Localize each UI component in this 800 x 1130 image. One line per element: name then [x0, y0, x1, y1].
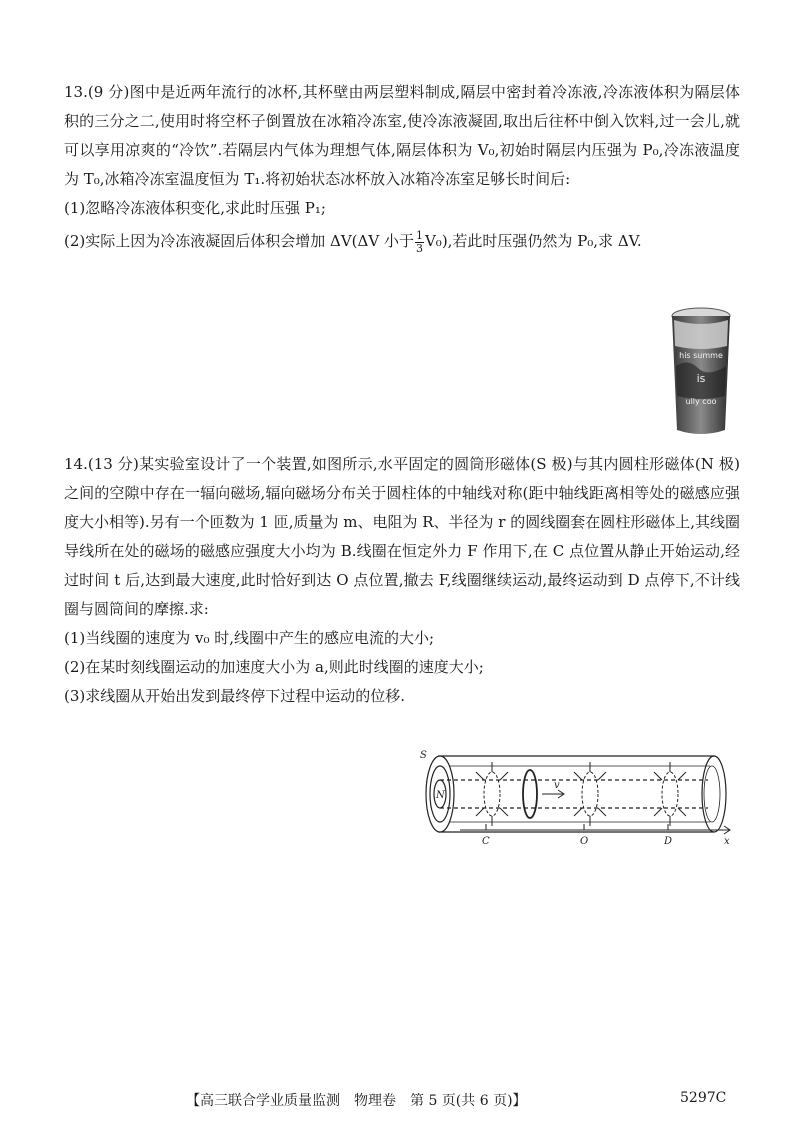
paper-code: 5297C [680, 1090, 727, 1106]
fraction-numerator: 1 [415, 228, 423, 242]
magnet-coil-diagram [418, 748, 738, 848]
page-footer: 【高三联合学业质量监测 物理卷 第 5 页(共 6 页)】 [186, 1093, 527, 1109]
question-13 [64, 78, 740, 256]
q14-stem: 14.(13 分)某实验室设计了一个装置,如图所示,水平固定的圆筒形磁体(S 极)与其内圆柱形磁体(N 极)之间的空隙中存在一辐向磁场,辐向磁场分布关于圆柱体的中轴线对称(距中轴线距离相等处的磁感应强度大小相等).另有一个匝数为 1 匝,质量为 m、电阻为 R、半径为 r 的圆线圈套在圆柱形磁体上,其线圈导线所在处的磁场的磁感应强度大小均为 B.线圈在恒定外力 F 作用下,在 C 点位置从静止开始运动,经过时间 t 后,达到最大速度,此时恰好到达 O 点位置,撤去 F,线圈继续运动,最终运动到 D 点停下,不计线圈与圆筒间的摩擦.求: [64, 455, 741, 618]
q13-part2-text-a: (2)实际上因为冷冻液凝固后体积会增加 ΔV(ΔV 小于 [64, 232, 414, 250]
label-v: v [554, 780, 560, 791]
cup-text-line1: his summe [679, 351, 723, 360]
label-d: D [664, 836, 673, 847]
q14-part2: (2)在某时刻线圈运动的加速度大小为 a,则此时线圈的速度大小; [64, 658, 484, 676]
question-14 [64, 450, 740, 711]
label-n: N [436, 790, 445, 801]
fraction-denominator: 3 [415, 241, 423, 255]
label-c: C [482, 836, 490, 847]
label-o: O [580, 836, 589, 847]
q14-part1: (1)当线圈的速度为 v₀ 时,线圈中产生的感应电流的大小; [64, 629, 435, 647]
q13-stem: 13.(9 分)图中是近两年流行的冰杯,其杯壁由两层塑料制成,隔层中密封着冷冻液,冷冻液体积为隔层体积的三分之二,使用时将空杯子倒置放在冰箱冷冻室,使冷冻液凝固,取出后往杯中倒入饮料,过一会儿,就可以享用凉爽的“冷饮”.若隔层内气体为理想气体,隔层体积为 V₀,初始时隔层内压强为 P₀,冷冻液温度为 T₀,冰箱冷冻室温度恒为 T₁.将初始状态冰杯放入冰箱冷冻室足够长时间后: [64, 83, 740, 188]
label-s: S [420, 750, 427, 761]
q14-part3: (3)求线圈从开始出发到最终停下过程中运动的位移. [64, 687, 406, 705]
label-x: x [724, 836, 730, 847]
cup-text-line3: ully coo [685, 397, 717, 406]
q13-part2 [64, 227, 740, 256]
ice-cup-image [668, 306, 734, 438]
one-third-fraction [415, 230, 424, 255]
q13-part1: (1)忽略冷冻液体积变化,求此时压强 P₁; [64, 199, 326, 217]
cup-text-line2: is [696, 372, 706, 385]
q13-part2-text-b: V₀),若此时压强仍然为 P₀,求 ΔV. [424, 232, 642, 250]
